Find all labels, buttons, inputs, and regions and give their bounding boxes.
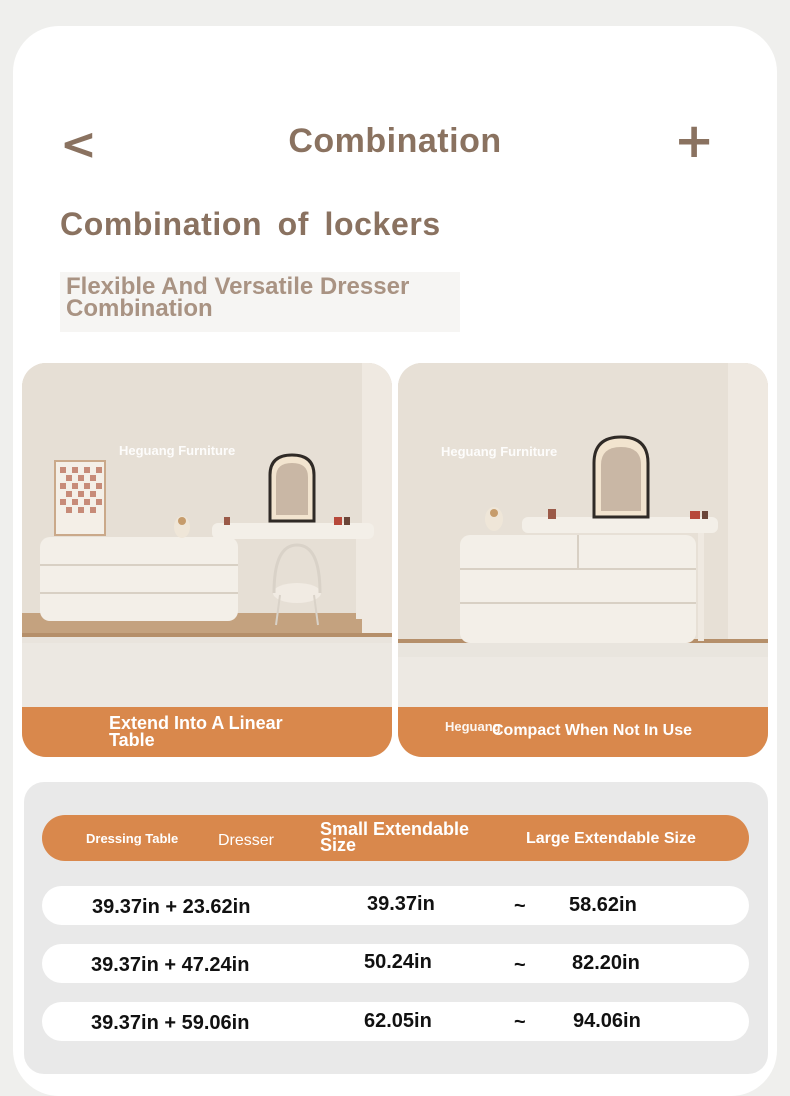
extended-table-illustration	[22, 363, 392, 757]
subtitle-line-1: Flexible And Versatile Dresser	[66, 273, 410, 300]
caption-watermark: Heguang	[445, 719, 501, 734]
header-small-line-2: Size	[320, 835, 357, 855]
product-photo-compact	[398, 363, 768, 757]
size-table-header	[42, 815, 749, 861]
page-title: Combination	[288, 122, 502, 160]
subtitle-line-2: Combination	[66, 295, 213, 322]
product-photo-extended	[22, 363, 392, 757]
compact-dresser-illustration	[398, 363, 768, 757]
chevron-left-icon: <	[60, 119, 97, 170]
header-small-extendable	[320, 821, 469, 853]
table-row	[42, 1002, 749, 1041]
header-bar	[0, 0, 790, 200]
photo-watermark: Heguang Furniture	[119, 443, 236, 458]
table-row	[42, 944, 749, 983]
cell-large-size: 94.06in	[573, 1010, 641, 1032]
cell-combination: 39.37in + 23.62in	[92, 896, 251, 918]
subtitle	[60, 272, 460, 332]
plus-icon: +	[674, 113, 715, 169]
cell-large-size: 58.62in	[569, 894, 637, 916]
table-row	[42, 886, 749, 925]
cell-combination: 39.37in + 59.06in	[91, 1012, 250, 1034]
cell-combination: 39.37in + 47.24in	[91, 954, 250, 976]
header-large-extendable: Large Extendable Size	[526, 830, 696, 847]
photo-caption-bar	[398, 707, 768, 757]
cell-separator: ~	[514, 954, 526, 976]
header-dresser: Dresser	[218, 832, 275, 849]
caption-line-2: Table	[109, 730, 155, 750]
section-title: Combination of lockers	[60, 206, 441, 242]
cell-separator: ~	[514, 1011, 526, 1033]
cell-separator: ~	[514, 895, 526, 917]
header-small-line-1: Small Extendable	[320, 819, 470, 839]
cell-small-size: 50.24in	[364, 951, 432, 973]
add-button[interactable]	[674, 113, 715, 169]
caption-text: Compact When Not In Use	[492, 722, 693, 739]
header-dressing-table: Dressing Table	[86, 831, 179, 846]
cell-large-size: 82.20in	[572, 952, 640, 974]
cell-small-size: 62.05in	[364, 1010, 432, 1032]
caption-line-1: Extend Into A Linear	[109, 713, 283, 733]
photo-caption-bar	[22, 707, 392, 757]
photo-watermark: Heguang Furniture	[441, 444, 558, 459]
cell-small-size: 39.37in	[367, 893, 435, 915]
